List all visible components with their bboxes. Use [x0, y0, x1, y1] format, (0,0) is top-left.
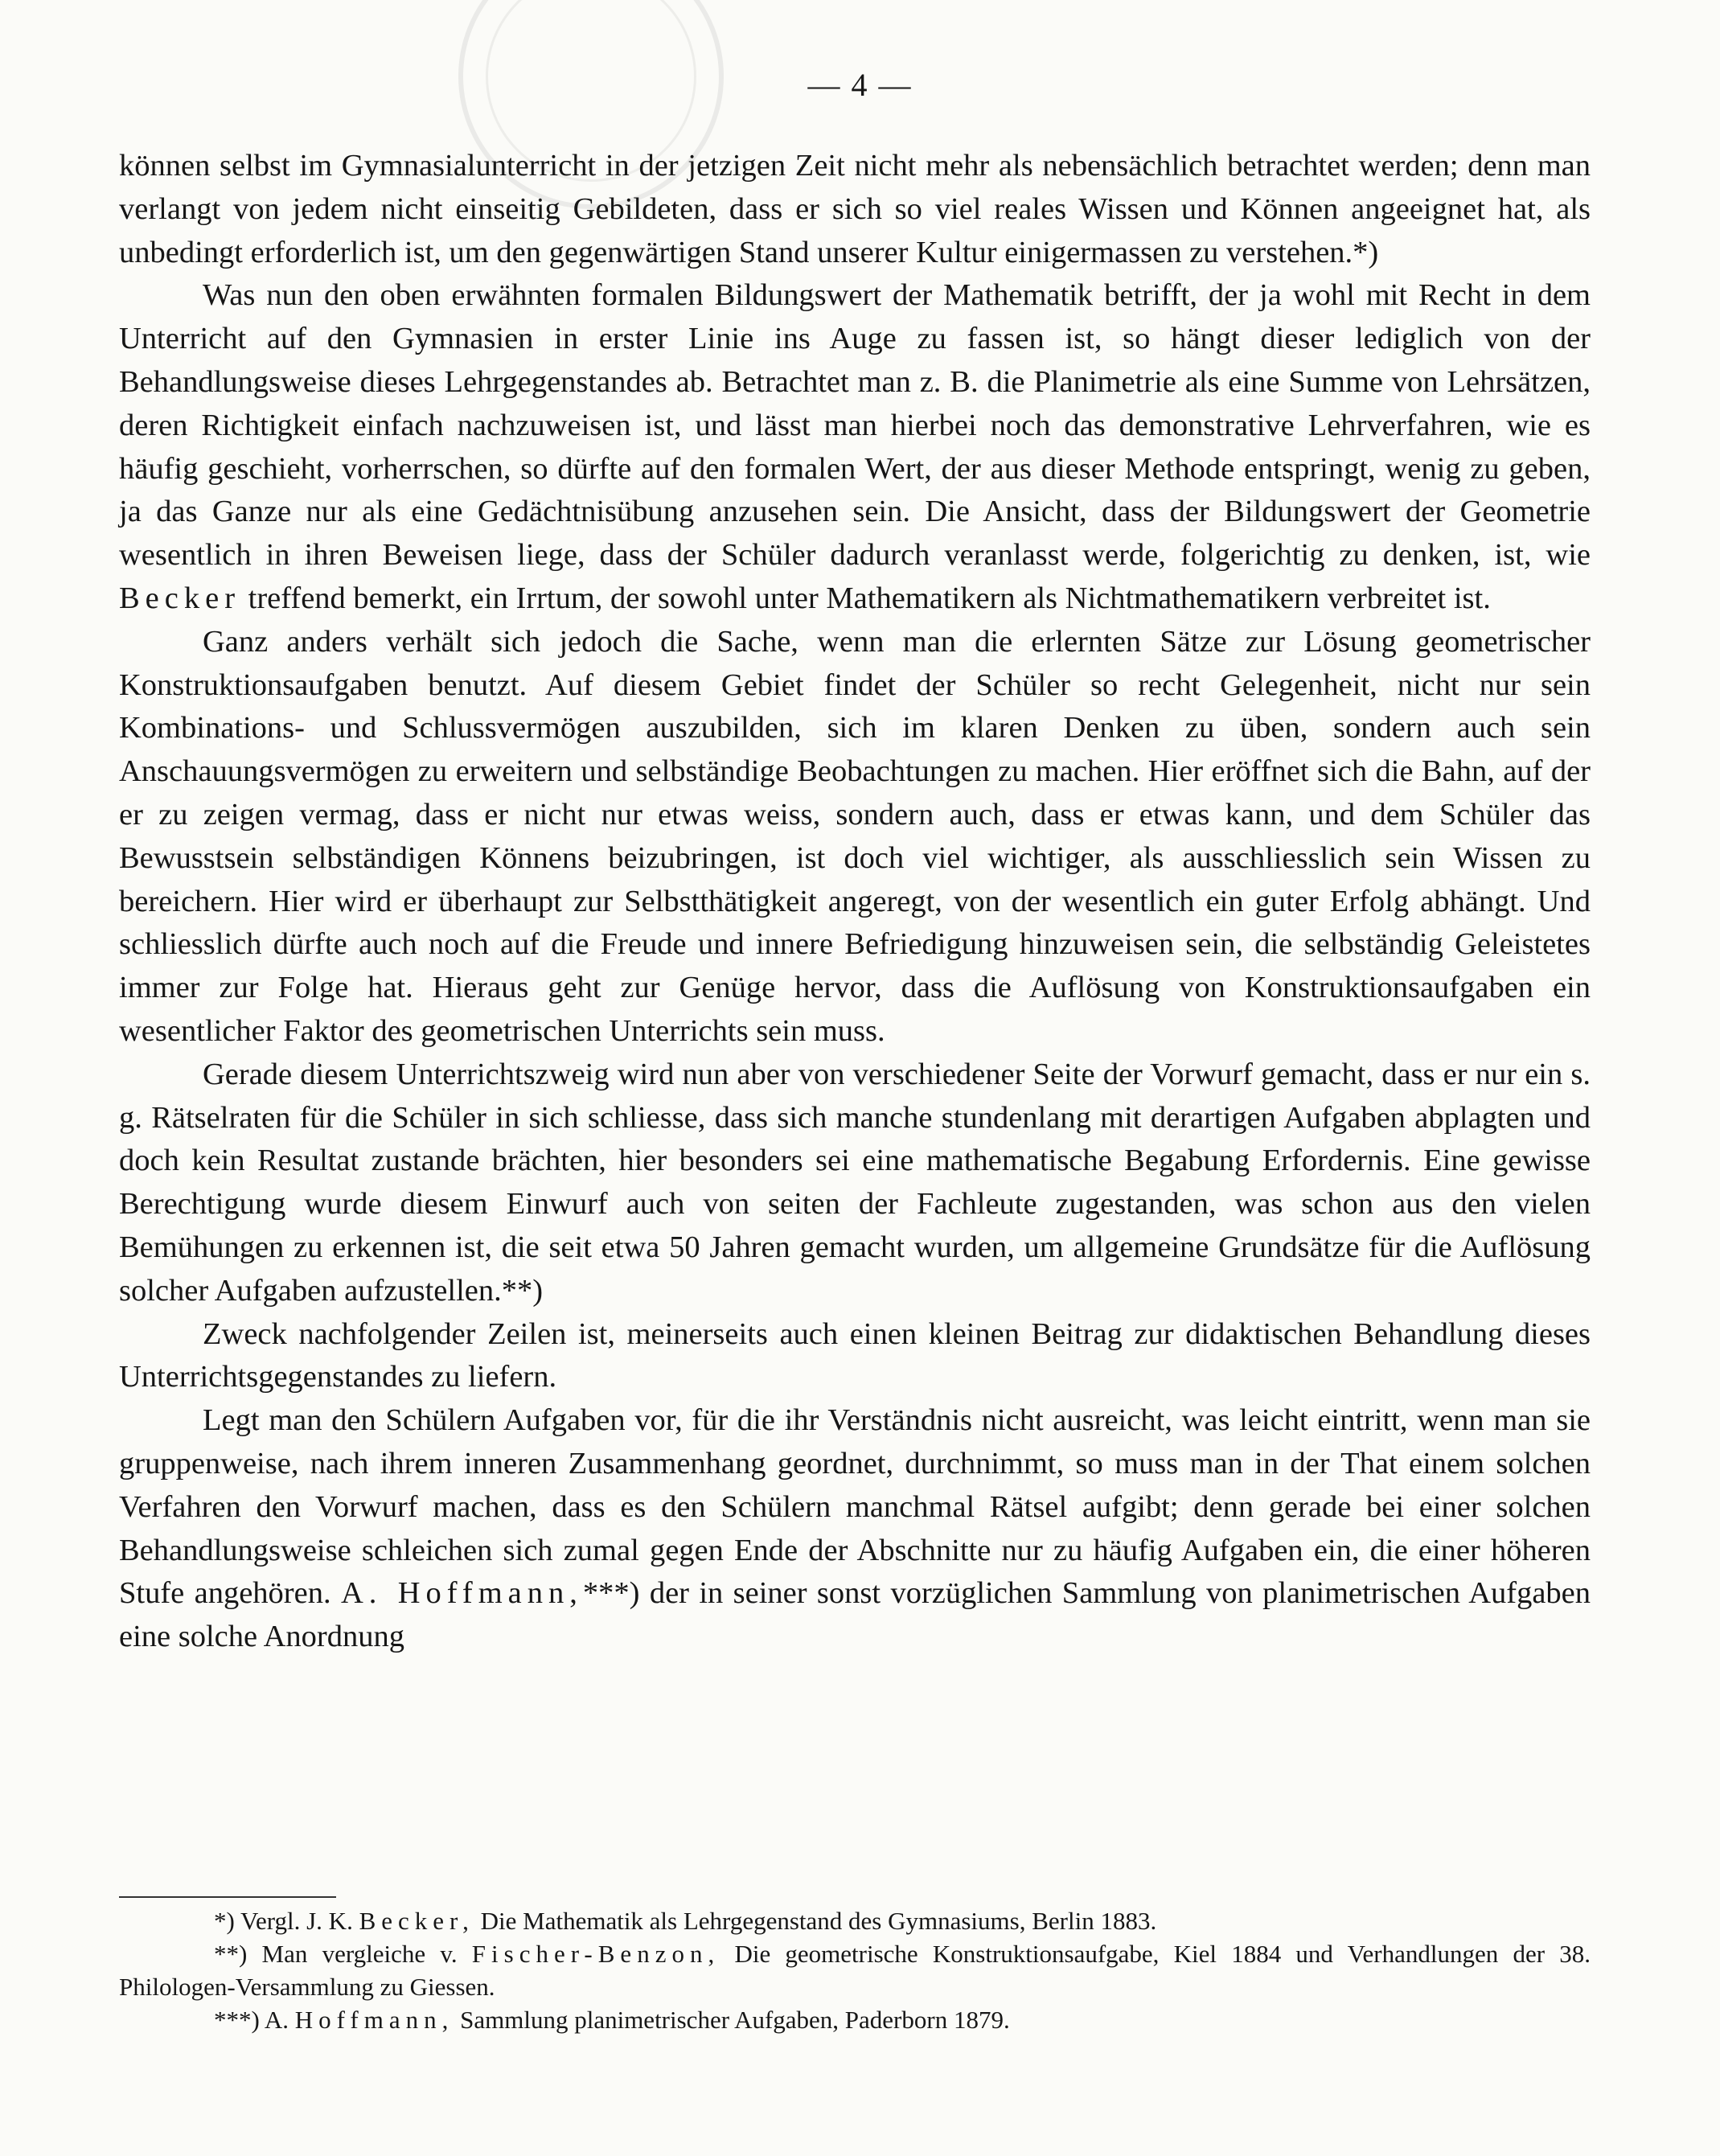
footnote-3: ***) A. Hoffmann, Sammlung planimetrischer Aufgaben, Paderborn 1879.	[214, 2006, 1010, 2034]
footnote-1: *) Vergl. J. K. Becker, Die Mathematik als Lehrgegenstand des Gymnasiums, Berlin 1883.	[214, 1907, 1157, 1935]
author-name-hoffmann: A. Hoffmann,	[340, 1576, 583, 1611]
paragraph-6: Legt man den Schülern Aufgaben vor, für die ihr Verständnis nicht ausreicht, was leicht eintritt, wenn man sie gruppenweise, nach ihrem inneren Zusammenhang geordnet, durchnimmt, so muss man in der That einem solchen Verfahren den Vorwurf machen, dass es den Schülern manchmal Rätsel aufgibt; denn gerade bei einer solchen Behandlungsweise schleichen sich zumal gegen Ende der Abschnitte nur zu häufig Aufgaben ein, die einer höheren Stufe angehören. A. Hoffmann,***) der in seiner sonst vorzüglichen Sammlung von planimetrischen Aufgaben eine solche Anordnung	[119, 1403, 1591, 1654]
paragraph-3: Ganz anders verhält sich jedoch die Sache, wenn man die erlernten Sätze zur Lösung geometrischer Konstruktionsaufgaben benutzt. Auf diesem Gebiet findet der Schüler so recht Gelegenheit, nicht nur sein Kombinations- und Schlussvermögen auszubilden, sich im klaren Denken zu üben, sondern auch sein Anschauungsvermögen zu erweitern und selbständige Beobachtungen zu machen. Hier eröffnet sich die Bahn, auf der er zu zeigen vermag, dass er nicht nur etwas weiss, sondern auch, dass er etwas kann, und dem Schüler das Bewusstsein selbständigen Könnens beizubringen, ist doch viel wichtiger, als ausschliesslich sein Wissen zu bereichern. Hier wird er überhaupt zur Selbstthätigkeit angeregt, von der wesentlich ein guter Erfolg abhängt. Und schliesslich dürfte auch noch auf die Freude und innere Befriedigung hinzuweisen sein, die selbständig Geleistetes immer zur Folge hat. Hieraus geht zur Genüge hervor, dass die Auflösung von Konstruktionsaufgaben ein wesentlicher Faktor des geometrischen Unterrichts sein muss.	[119, 624, 1591, 1048]
footnote-rule	[119, 1896, 336, 1898]
author-name-becker: Becker	[119, 581, 241, 615]
body-text	[119, 145, 1591, 1659]
footnotes	[119, 1904, 1591, 2036]
paragraph-1: können selbst im Gymnasialunterricht in der jetzigen Zeit nicht mehr als nebensächlich betrachtet werden; denn man verlangt von jedem nicht einseitig Gebildeten, dass er sich so viel reales Wissen und Können angeeignet hat, als unbedingt erforderlich ist, um den gegenwärtigen Stand unserer Kultur einigermassen zu verstehen.*)	[119, 149, 1591, 269]
paragraph-4: Gerade diesem Unterrichtszweig wird nun aber von verschiedener Seite der Vorwurf gemacht, dass er nur ein s. g. Rätselraten für die Schüler in sich schliesse, dass sich manche stundenlang mit derartigen Aufgaben abplagten und doch kein Resultat zustande brächten, hier besonders sei eine mathematische Begabung Erfordernis. Eine gewisse Berechtigung wurde diesem Einwurf auch von seiten der Fachleute zugestanden, was schon aus den vielen Bemühungen zu erkennen ist, die seit etwa 50 Jahren gemacht wurden, um allgemeine Grundsätze für die Auflösung solcher Aufgaben aufzustellen.**)	[119, 1057, 1591, 1308]
footnote-2: **) Man vergleiche v. Fischer-Benzon, Die geometrische Konstruktionsaufgabe, Kiel 1884 und Verhandlungen der 38. Philologen-Versammlung zu Giessen.	[119, 1940, 1591, 2001]
paragraph-5: Zweck nachfolgender Zeilen ist, meinerseits auch einen kleinen Beitrag zur didaktischen Behandlung dieses Unterrichtsgegenstandes zu liefern.	[119, 1316, 1591, 1394]
paragraph-2: Was nun den oben erwähnten formalen Bildungswert der Mathematik betrifft, der ja wohl mit Recht in dem Unterricht auf den Gymnasien in erster Linie ins Auge zu fassen ist, so hängt dieser lediglich von der Behandlungsweise dieses Lehrgegenstandes ab. Betrachtet man z. B. die Planimetrie als eine Summe von Lehrsätzen, deren Richtigkeit einfach nachzuweisen ist, und lässt man hierbei noch das demonstrative Lehrverfahren, wie es häufig geschieht, vorherrschen, so dürfte auf den formalen Wert, der aus dieser Methode entspringt, wenig zu geben, ja das Ganze nur als eine Gedächtnisübung anzusehen sein. Die Ansicht, dass der Bildungswert der Geometrie wesentlich in ihren Beweisen liege, dass der Schüler dadurch veranlasst werde, folgerichtig zu denken, ist, wie Becker treffend bemerkt, ein Irrtum, der sowohl unter Mathematikern als Nichtmathematikern verbreitet ist.	[119, 278, 1591, 615]
page-number: — 4 —	[807, 67, 913, 103]
